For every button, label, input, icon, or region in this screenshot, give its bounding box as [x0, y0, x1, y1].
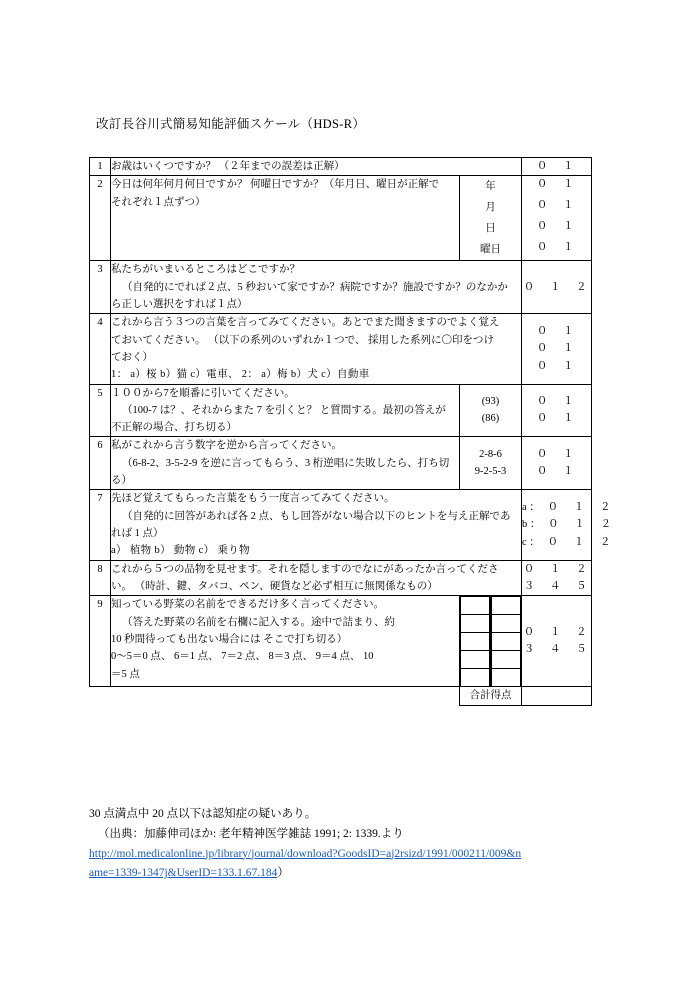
score-option-line[interactable]: b： ０ １ ２: [522, 519, 614, 531]
table-row: [90, 596, 592, 687]
row-question: [111, 437, 460, 490]
table-row: [90, 158, 592, 176]
score-options[interactable]: [522, 596, 592, 687]
row-number: 6: [90, 437, 111, 490]
question-line: １００から7を順番に引いてください。: [111, 387, 295, 399]
score-options[interactable]: [522, 158, 592, 176]
subitem-labels: [460, 176, 522, 261]
question-line: これから５つの品物を見せます。それを隠しますのでなにがあったか言ってくださ: [111, 563, 499, 575]
question-line: （100-7 は？、それからまた 7 を引くと？ と質問する。最初の答えが: [122, 404, 446, 416]
score-option-line[interactable]: ０ １: [536, 413, 577, 425]
score-option-line[interactable]: ０ １: [536, 449, 577, 461]
question-line: 不正解の場合、打ち切る）: [111, 422, 237, 434]
question-line: れば 1 点）: [111, 528, 164, 539]
score-options[interactable]: [522, 490, 614, 560]
score-option-line[interactable]: ０ １: [536, 161, 577, 172]
score-option-line[interactable]: ０ １ ２: [523, 563, 590, 575]
question-line: （自発的にでれば２点、5 秒おいて家ですか？病院ですか？施設ですか？のなかか: [122, 281, 508, 293]
subitem-label: 曜日: [480, 244, 501, 256]
question-line: 私たちがいまいるところはどこですか？: [111, 264, 300, 276]
question-line: ておく）: [111, 351, 153, 363]
question-line: （答えた野菜の名前を右欄に記入する。途中で詰まり、約: [122, 616, 395, 628]
row-number: 2: [90, 176, 111, 261]
score-option-line[interactable]: ０ １: [536, 325, 577, 337]
row-number: 3: [90, 261, 111, 314]
writein-cell[interactable]: [492, 669, 521, 687]
source-url-link[interactable]: http://mol.medicalonline.jp/library/journal/download?GoodsID=aj2rsizd/1991/000211/009&n: [89, 847, 522, 860]
writein-cell[interactable]: [492, 597, 521, 615]
row-question: [111, 261, 522, 314]
row-number: 9: [90, 596, 111, 687]
question-line: ておいてください。 （以下の系列のいずれか１つで、 採用した系列に〇印をつけ: [111, 334, 495, 346]
expected-answers: [460, 384, 522, 437]
writein-cell[interactable]: [461, 597, 490, 615]
footer-notes: [89, 805, 619, 884]
total-score-value[interactable]: [522, 687, 592, 705]
vegetable-writein-grid[interactable]: [460, 596, 522, 687]
score-option-line[interactable]: a： ０ １ ２: [522, 502, 614, 514]
table-row: [90, 437, 592, 490]
table-row: [90, 261, 592, 314]
table-row: [90, 384, 592, 437]
writein-cell[interactable]: [492, 633, 521, 651]
digit-sequence: 2-8-6: [479, 449, 502, 461]
table-row: [90, 176, 592, 261]
writein-cell[interactable]: [461, 633, 490, 651]
expected-answer: (93): [481, 396, 500, 408]
writein-cell[interactable]: [461, 669, 490, 687]
expected-answer: (86): [481, 413, 500, 425]
digit-sequence: 9-2-5-3: [474, 466, 507, 478]
score-option-line[interactable]: ０ １: [536, 221, 577, 233]
closing-paren: ）: [277, 867, 289, 880]
question-line: これから言う３つの言葉を言ってみてください。あとでまた聞きますのでよく覚え: [111, 317, 500, 329]
question-line: い。 （時計、鍵、タバコ、ペン、硬貨など必ず相互に無関係なもの）: [111, 580, 438, 592]
score-option-line[interactable]: ０ １: [536, 396, 577, 408]
score-option-line[interactable]: ０ １ ２: [523, 281, 590, 293]
total-row: [90, 687, 592, 705]
score-option-line[interactable]: ３ ４ ５: [523, 644, 590, 656]
table-row: [90, 314, 592, 384]
question-line: 私がこれから言う数字を逆から言ってください。: [111, 440, 342, 452]
score-options[interactable]: [522, 314, 592, 384]
source-citation: （出典：加藤伸司ほか: 老年精神医学雑誌 1991; 2: 1339.より: [98, 827, 404, 840]
score-option-line[interactable]: ０ １: [536, 360, 577, 372]
row-question: [111, 158, 522, 176]
row-question: [111, 596, 460, 687]
digit-sequences: [460, 437, 522, 490]
scoring-rule-line: 0～5＝0 点、 6＝1 点、 7＝2 点、 8＝3 点、 9＝4 点、 10: [111, 651, 374, 663]
score-option-line[interactable]: ０ １: [536, 242, 577, 254]
question-line: 10 秒間待っても出ない場合には そこで打ち切る）: [111, 633, 348, 645]
hdsr-assessment-table: [89, 157, 614, 706]
score-options[interactable]: [522, 261, 592, 314]
row-number: 1: [90, 158, 111, 176]
score-option-line[interactable]: c： ０ １ ２: [522, 536, 614, 548]
question-line: ら正しい選択をすれば１点）: [111, 298, 248, 310]
spacer-cell: [90, 687, 111, 705]
row-question: [111, 384, 460, 437]
score-options[interactable]: [522, 384, 592, 437]
writein-cell[interactable]: [461, 651, 490, 669]
row-question: [111, 560, 522, 596]
row-number: 5: [90, 384, 111, 437]
writein-cell[interactable]: [492, 651, 521, 669]
question-line: る）: [111, 475, 132, 487]
question-line: 先ほど覚えてもらった言葉をもう一度言ってみてください。: [111, 493, 395, 505]
writein-cell[interactable]: [492, 615, 521, 633]
row-number: 8: [90, 560, 111, 596]
vegetable-writein-column-2[interactable]: [491, 596, 521, 686]
row-question: [111, 314, 522, 384]
score-option-line[interactable]: ０ １: [536, 200, 577, 212]
total-score-label: 合計得点: [460, 687, 522, 705]
question-line: 知っている野菜の名前をできるだけ多く言ってください。: [111, 599, 384, 611]
question-line: それぞれ１点ずつ）: [111, 196, 206, 208]
cutoff-note: 30 点満点中 20 点以下は認知症の疑いあり。: [89, 808, 317, 820]
score-option-line[interactable]: ３ ４ ５: [523, 580, 590, 592]
question-line: お歳はいくつですか？ （２年までの誤差は正解）: [111, 161, 345, 172]
score-option-line[interactable]: ０ １: [536, 466, 577, 478]
scoring-rule-line: ＝5 点: [111, 668, 140, 680]
score-options[interactable]: [522, 437, 592, 490]
score-option-line[interactable]: ０ １: [536, 343, 577, 355]
subitem-label: 日: [485, 223, 496, 235]
source-url-link[interactable]: ame=1339-1347j&UserID=133.1.67.184: [89, 867, 278, 880]
score-option-line[interactable]: ０ １ ２: [523, 626, 590, 638]
vegetable-writein-column-1[interactable]: [460, 596, 490, 686]
score-options[interactable]: [522, 560, 592, 596]
page-title: 改訂長谷川式簡易知能評価スケール（HDS-R）: [96, 117, 366, 131]
table-row: [90, 490, 592, 560]
row-number: 7: [90, 490, 111, 560]
row-question: [111, 490, 522, 560]
score-options[interactable]: [522, 176, 592, 261]
row-number: 4: [90, 314, 111, 384]
subitem-label: 年: [485, 181, 496, 193]
question-line: （自発的に回答があれば各 2 点、もし回答がない場合以下のヒントを与え正解であ: [122, 510, 511, 522]
writein-cell[interactable]: [461, 615, 490, 633]
hint-list-line: a） 植物 b） 動物 c） 乗り物: [111, 545, 250, 557]
row-question: [111, 176, 460, 261]
score-option-line[interactable]: ０ １: [536, 179, 577, 191]
subitem-label: 月: [485, 202, 496, 214]
word-list-line: 1： a）桜 b）猫 c）電車、 2： a）梅 b）犬 c）自動車: [111, 369, 370, 381]
spacer-cell: [111, 687, 460, 705]
question-line: 今日は何年何月何日ですか？ 何曜日ですか？（年月日、曜日が正解で: [111, 179, 440, 191]
question-line: （6-8-2、3-5-2-9 を逆に言ってもらう、3 桁逆唱に失敗したら、打ち切: [122, 457, 450, 469]
table-row: [90, 560, 592, 596]
